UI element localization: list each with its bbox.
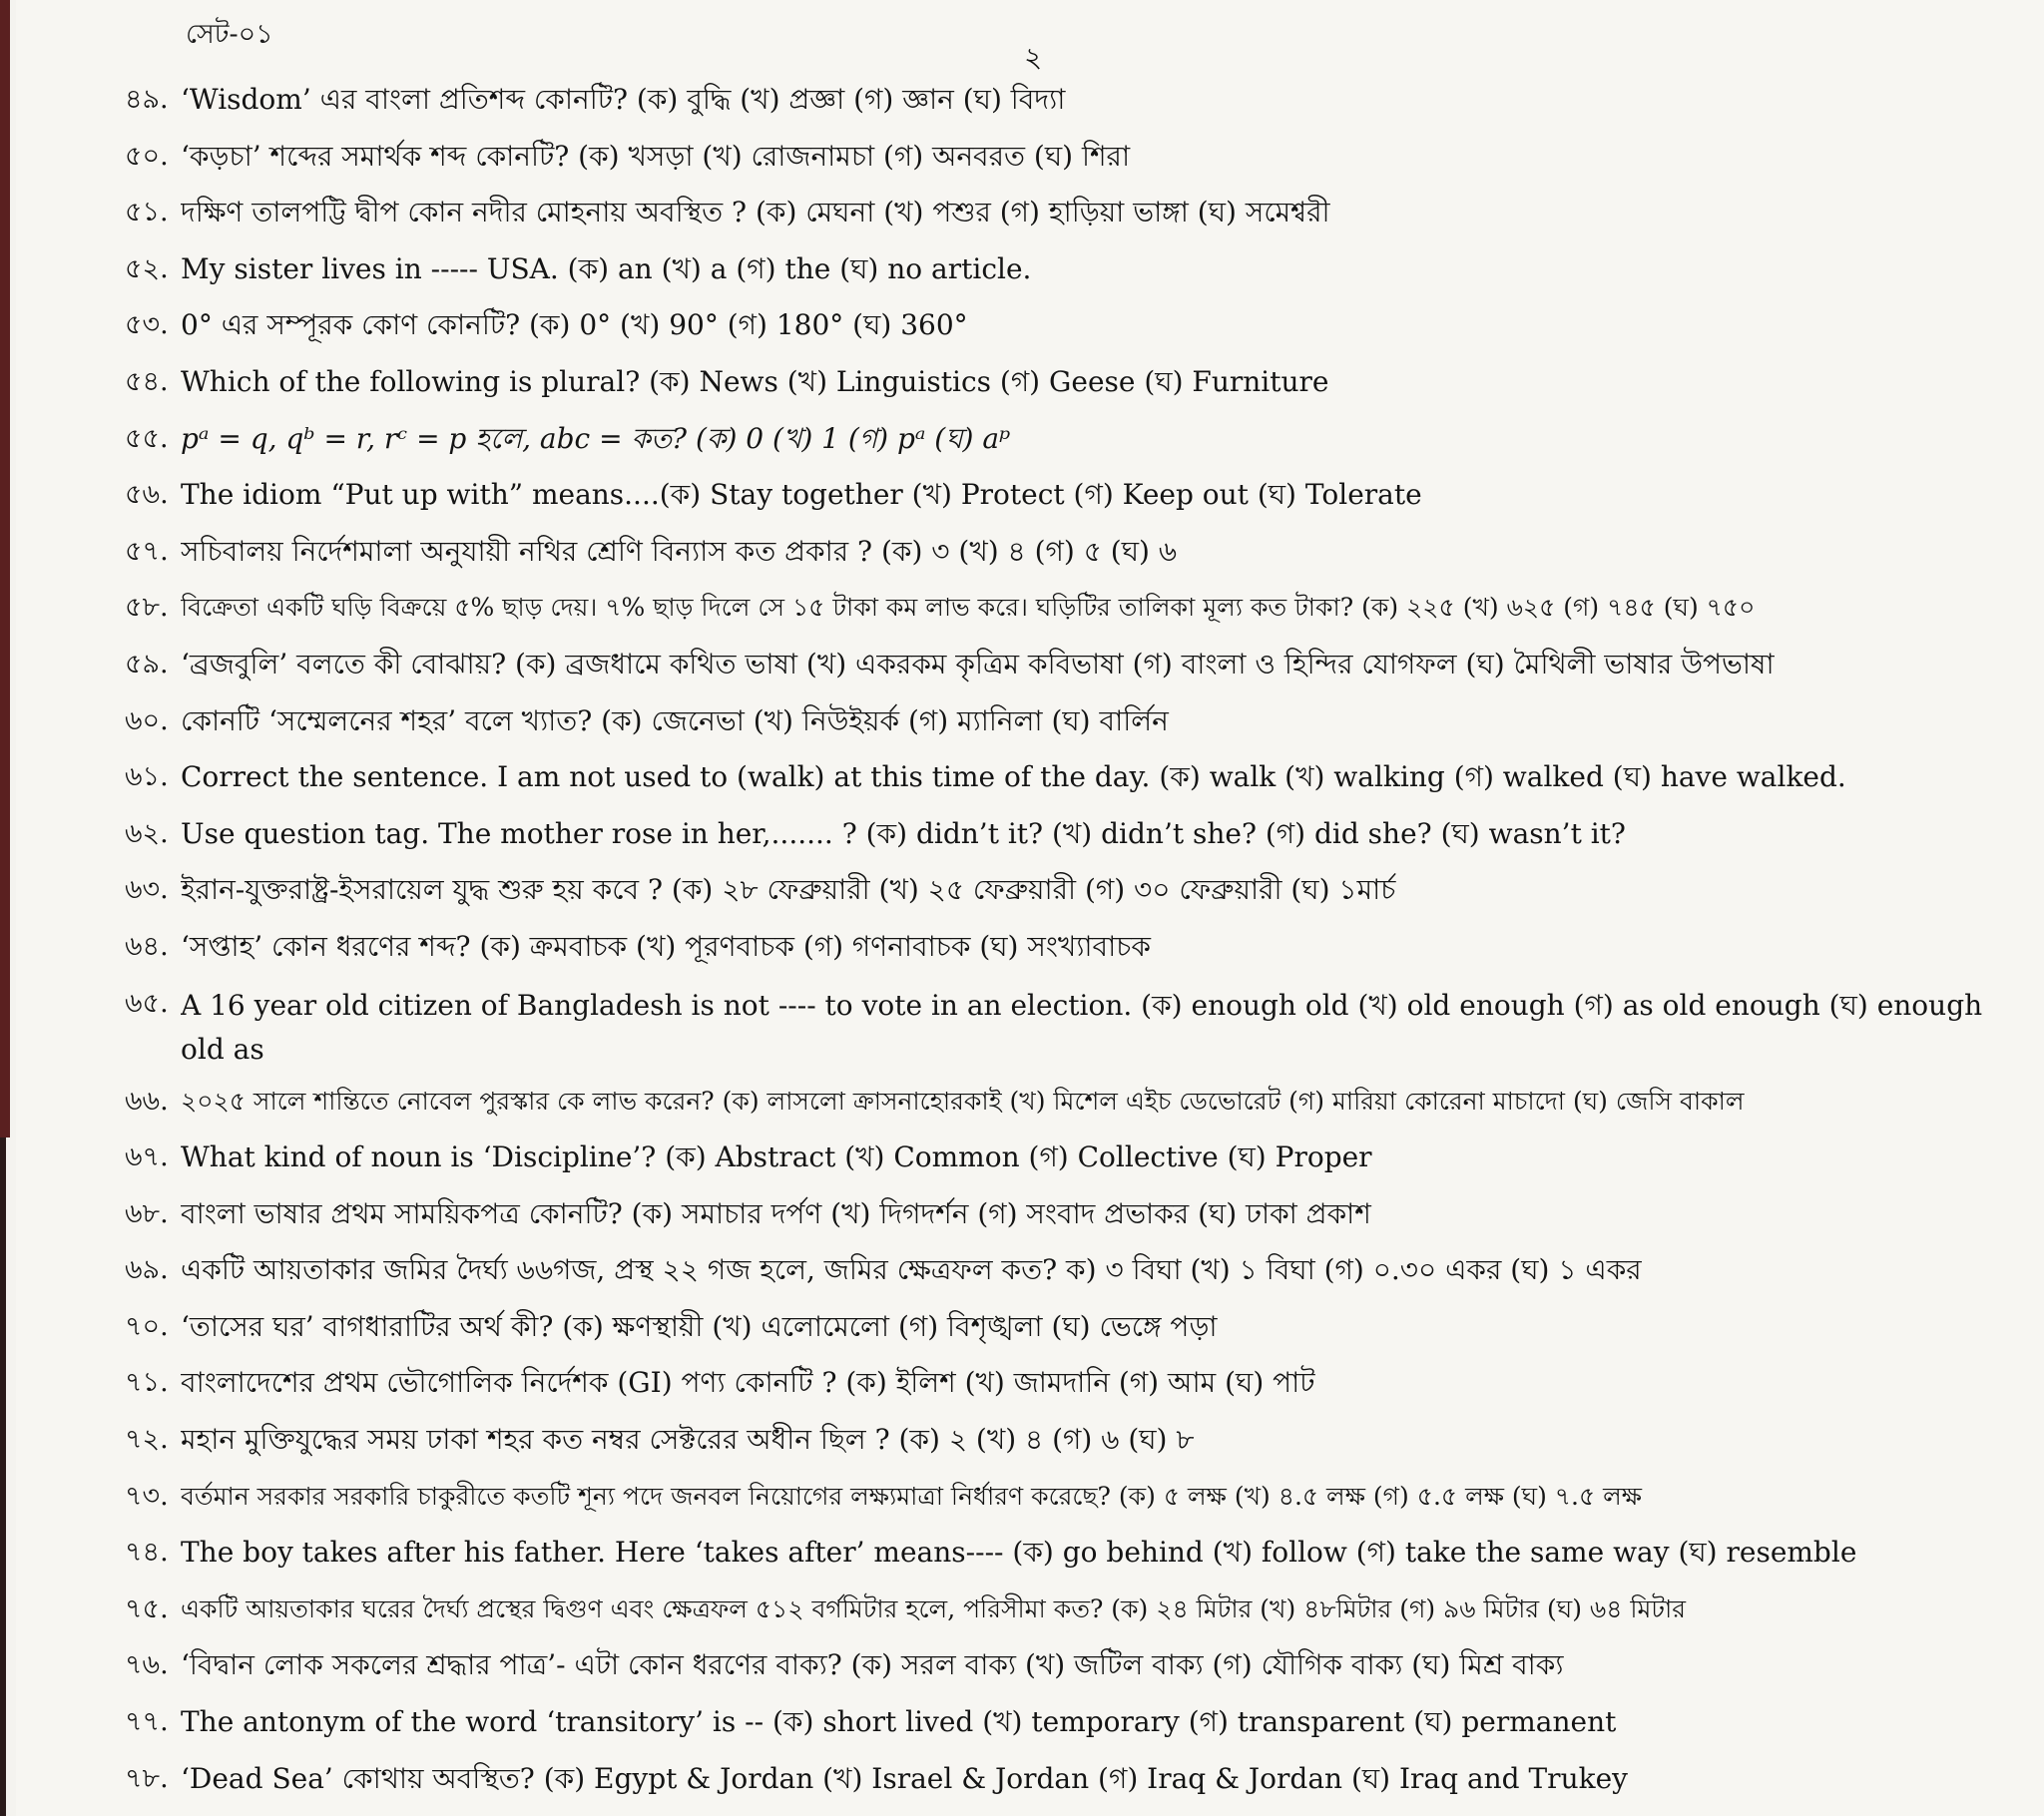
question-number: ৬৪. bbox=[125, 930, 169, 962]
question-text: Use question tag. The mother rose in her,....... ? (ক) didn’t it? (খ) didn’t she? (গ) did she? (ঘ) wasn’t it? bbox=[181, 816, 1626, 850]
question-text: ‘Wisdom’ এর বাংলা প্রতিশব্দ কোনটি? (ক) বুদ্ধি (খ) প্রজ্ঞা (গ) জ্ঞান (ঘ) বিদ্যা bbox=[181, 83, 1066, 116]
question-text: মহান মুক্তিযুদ্ধের সময় ঢাকা শহর কত নম্বর সেক্টরের অধীন ছিল ? (ক) ২ (খ) ৪ (গ) ৬ (ঘ) ৮ bbox=[181, 1423, 1195, 1457]
question-number: ৭৫. bbox=[125, 1592, 169, 1624]
scan-left-edge-lower bbox=[0, 1137, 6, 1816]
question-text: একটি আয়তাকার ঘরের দৈর্ঘ্য প্রস্থের দ্বিগুণ এবং ক্ষেত্রফল ৫১২ বর্গমিটার হলে, পরিসীমা কত? (ক) ২৪ মিটার (খ) ৪৮মিটার (গ) ৯৬ মিটার (ঘ) ৬৪ মিটার bbox=[181, 1593, 1687, 1623]
question-item bbox=[125, 984, 2016, 1082]
question-item bbox=[125, 1759, 2016, 1816]
question-item bbox=[125, 757, 2016, 814]
question-number: ৬৬. bbox=[125, 1085, 169, 1117]
question-list bbox=[125, 80, 2016, 1815]
question-text: ‘তাসের ঘর’ বাগধারাটির অর্থ কী? (ক) ক্ষণস্থায়ী (খ) এলোমেলো (গ) বিশৃঙ্খলা (ঘ) ভেঙ্গে পড়া bbox=[181, 1309, 1218, 1343]
question-item bbox=[125, 1307, 2016, 1364]
question-text: বিক্রেতা একটি ঘড়ি বিক্রয়ে ৫% ছাড় দেয়। ৭% ছাড় দিলে সে ১৫ টাকা কম লাভ করে। ঘড়িটির তালিকা মূল্য কত টাকা? (ক) ২২৫ (খ) ৬২৫ (গ) ৭৪৫ (ঘ) ৭৫০ bbox=[181, 593, 1756, 623]
question-number: ৫২. bbox=[125, 252, 169, 284]
question-text: দক্ষিণ তালপট্টি দ্বীপ কোন নদীর মোহনায় অবস্থিত ? (ক) মেঘনা (খ) পশুর (গ) হাড়িয়া ভাঙ্গা (ঘ) সমেশ্বরী bbox=[181, 196, 1330, 229]
question-item bbox=[125, 1589, 2016, 1646]
question-item bbox=[125, 1137, 2016, 1194]
question-number: ৫৬. bbox=[125, 479, 169, 511]
question-text: What kind of noun is ‘Discipline’? (ক) Abstract (খ) Common (গ) Collective (ঘ) Proper bbox=[181, 1140, 1372, 1174]
question-text: pᵃ = q, qᵇ = r, rᶜ = p হলে, abc = কত? (ক) 0 (খ) 1 (গ) pᵃ (ঘ) aᵖ bbox=[181, 421, 1011, 455]
question-text: ২০২৫ সালে শান্তিতে নোবেল পুরস্কার কে লাভ করেন? (ক) লাসলো ক্রাসনাহোরকাই (খ) মিশেল এইচ ডেভোরেট (গ) মারিয়া কোরেনা মাচাদো (ঘ) জেসি বাকাল bbox=[181, 1086, 1745, 1116]
question-number: ৭৪. bbox=[125, 1537, 169, 1569]
question-item bbox=[125, 927, 2016, 984]
question-number: ৬৫. bbox=[125, 987, 169, 1019]
question-item bbox=[125, 1082, 2016, 1138]
question-text: ‘সপ্তাহ’ কোন ধরণের শব্দ? (ক) ক্রমবাচক (খ) পূরণবাচক (গ) গণনাবাচক (ঘ) সংখ্যাবাচক bbox=[181, 929, 1151, 963]
question-number: ৫৭. bbox=[125, 535, 169, 567]
question-number: ৫৪. bbox=[125, 365, 169, 397]
question-number: ৫৯. bbox=[125, 648, 169, 680]
question-item bbox=[125, 588, 2016, 645]
question-text: ইরান-যুক্তরাষ্ট্র-ইসরায়েল যুদ্ধ শুরু হয় কবে ? (ক) ২৮ ফেব্রুয়ারী (খ) ২৫ ফেব্রুয়ারী (গ) ৩০ ফেব্রুয়ারী (ঘ) ১মার্চ bbox=[181, 873, 1396, 907]
question-item bbox=[125, 1645, 2016, 1702]
question-item bbox=[125, 249, 2016, 306]
question-number: ৭০. bbox=[125, 1310, 169, 1342]
question-item bbox=[125, 193, 2016, 249]
question-number: ৬৭. bbox=[125, 1141, 169, 1173]
question-text: কোনটি ‘সম্মেলনের শহর’ বলে খ্যাত? (ক) জেনেভা (খ) নিউইয়র্ক (গ) ম্যানিলা (ঘ) বার্লিন bbox=[181, 703, 1169, 737]
question-item bbox=[125, 870, 2016, 927]
question-text: ‘বিদ্বান লোক সকলের শ্রদ্ধার পাত্র’- এটা কোন ধরণের বাক্য? (ক) সরল বাক্য (খ) জটিল বাক্য (গ) যৌগিক বাক্য (ঘ) মিশ্র বাক্য bbox=[181, 1648, 1564, 1682]
question-item bbox=[125, 1477, 2016, 1534]
question-text: My sister lives in ----- USA. (ক) an (খ) a (গ) the (ঘ) no article. bbox=[181, 251, 1032, 285]
question-item bbox=[125, 1533, 2016, 1589]
question-number: ৪৯. bbox=[125, 84, 169, 115]
question-number: ৬৩. bbox=[125, 874, 169, 906]
question-item bbox=[125, 645, 2016, 701]
question-item bbox=[125, 1363, 2016, 1420]
question-text: The boy takes after his father. Here ‘takes after’ means---- (ক) go behind (খ) follow (গ) take the same way (ঘ) resemble bbox=[181, 1536, 1857, 1570]
question-number: ৫৫. bbox=[125, 422, 169, 454]
question-item bbox=[125, 1420, 2016, 1477]
question-number: ৫০. bbox=[125, 140, 169, 172]
question-number: ৬১. bbox=[125, 761, 169, 793]
question-item bbox=[125, 475, 2016, 532]
question-item bbox=[125, 701, 2016, 758]
question-text: বাংলাদেশের প্রথম ভৌগোলিক নির্দেশক (GI) পণ্য কোনটি ? (ক) ইলিশ (খ) জামদানি (গ) আম (ঘ) পাট bbox=[181, 1366, 1315, 1400]
question-item bbox=[125, 1194, 2016, 1251]
question-number: ৫৩. bbox=[125, 309, 169, 341]
question-number: ৫১. bbox=[125, 197, 169, 228]
question-item bbox=[125, 1702, 2016, 1759]
question-number: ৭৬. bbox=[125, 1649, 169, 1681]
question-number: ৭১. bbox=[125, 1367, 169, 1399]
question-item bbox=[125, 419, 2016, 476]
question-item bbox=[125, 532, 2016, 589]
question-text: 0° এর সম্পূরক কোণ কোনটি? (ক) 0° (খ) 90° (গ) 180° (ঘ) 360° bbox=[181, 308, 968, 342]
question-item bbox=[125, 814, 2016, 871]
question-item bbox=[125, 80, 2016, 137]
question-text: The antonym of the word ‘transitory’ is -- (ক) short lived (খ) temporary (গ) transparent (ঘ) permanent bbox=[181, 1705, 1617, 1739]
question-text: একটি আয়তাকার জমির দৈর্ঘ্য ৬৬গজ, প্রস্থ ২২ গজ হলে, জমির ক্ষেত্রফল কত? ক) ৩ বিঘা (খ) ১ বিঘা (গ) ০.৩০ একর (ঘ) ১ একর bbox=[181, 1253, 1642, 1287]
question-number: ৬৮. bbox=[125, 1197, 169, 1229]
question-number: ৬২. bbox=[125, 817, 169, 849]
question-text: ‘কড়চা’ শব্দের সমার্থক শব্দ কোনটি? (ক) খসড়া (খ) রোজনামচা (গ) অনবরত (ঘ) শিরা bbox=[181, 139, 1131, 173]
question-text: A 16 year old citizen of Bangladesh is not ---- to vote in an election. (ক) enough old (খ) old enough (গ) as old enough (ঘ) enough old as bbox=[181, 988, 1983, 1066]
question-number: ৬৯. bbox=[125, 1254, 169, 1286]
question-item bbox=[125, 1250, 2016, 1307]
question-item bbox=[125, 305, 2016, 362]
question-text: The idiom “Put up with” means....(ক) Stay together (খ) Protect (গ) Keep out (ঘ) Tolerate bbox=[181, 478, 1422, 512]
question-text: ‘ব্রজবুলি’ বলতে কী বোঝায়? (ক) ব্রজধামে কথিত ভাষা (খ) একরকম কৃত্রিম কবিভাষা (গ) বাংলা ও হিন্দির যোগফল (ঘ) মৈথিলী ভাষার উপভাষা bbox=[181, 647, 1775, 681]
question-item bbox=[125, 137, 2016, 194]
question-text: Which of the following is plural? (ক) News (খ) Linguistics (গ) Geese (ঘ) Furniture bbox=[181, 364, 1329, 398]
question-number: ৭৭. bbox=[125, 1706, 169, 1738]
question-number: ৭২. bbox=[125, 1424, 169, 1456]
question-text: বর্তমান সরকার সরকারি চাকুরীতে কতটি শূন্য পদে জনবল নিয়োগের লক্ষ্যমাত্রা নির্ধারণ করেছে? (ক) ৫ লক্ষ (খ) ৪.৫ লক্ষ (গ) ৫.৫ লক্ষ (ঘ) ৭.৫ লক্ষ bbox=[181, 1481, 1643, 1511]
set-label: সেট-০১ bbox=[186, 19, 273, 50]
question-item bbox=[125, 362, 2016, 419]
question-text: Correct the sentence. I am not used to (walk) at this time of the day. (ক) walk (খ) walking (গ) walked (ঘ) have walked. bbox=[181, 760, 1846, 794]
page-number: ২ bbox=[1024, 41, 1043, 74]
question-number: ৭৩. bbox=[125, 1480, 169, 1512]
question-text: বাংলা ভাষার প্রথম সাময়িকপত্র কোনটি? (ক) সমাচার দর্পণ (খ) দিগদর্শন (গ) সংবাদ প্রভাকর (ঘ) ঢাকা প্রকাশ bbox=[181, 1196, 1371, 1230]
question-number: ৫৮. bbox=[125, 592, 169, 624]
question-text: ‘Dead Sea’ কোথায় অবস্থিত? (ক) Egypt & Jordan (খ) Israel & Jordan (গ) Iraq & Jordan (ঘ) Iraq and Trukey bbox=[181, 1761, 1628, 1795]
question-number: ৬০. bbox=[125, 704, 169, 736]
question-number: ৭৮. bbox=[125, 1762, 169, 1794]
question-text: সচিবালয় নির্দেশমালা অনুযায়ী নথির শ্রেণি বিন্যাস কত প্রকার ? (ক) ৩ (খ) ৪ (গ) ৫ (ঘ) ৬ bbox=[181, 534, 1178, 568]
scan-left-edge bbox=[0, 0, 10, 1137]
